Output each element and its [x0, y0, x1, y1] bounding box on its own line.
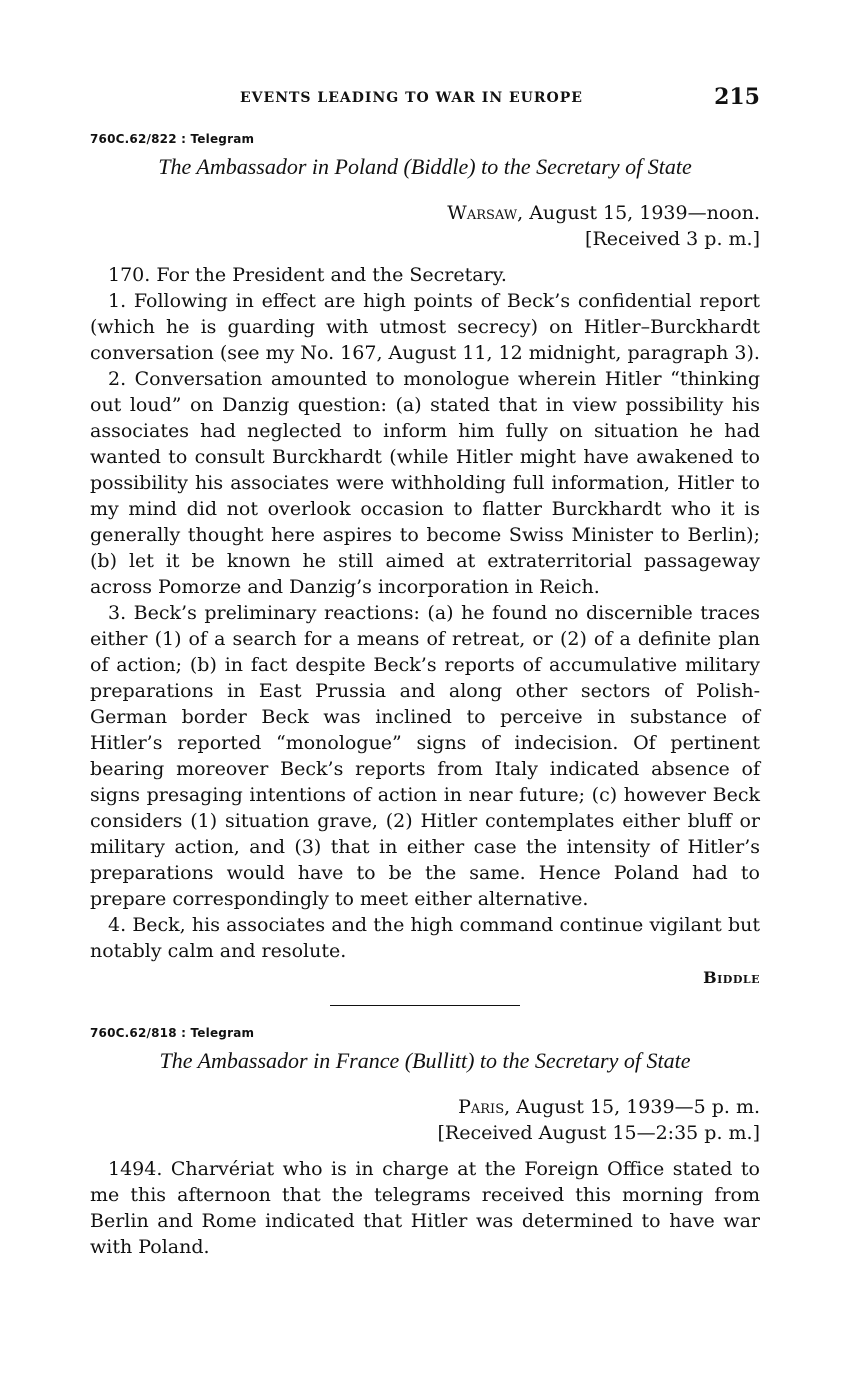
received-note: [Received 3 p. m.] [585, 228, 760, 250]
paragraph: 2. Conversation amounted to monologue wherein Hitler “thinking out loud” on Danzig question: (a) stated that in view possibility his associates had neglected to inform him fully on situation he had wanted to consult Burckhardt (while Hitler might have awakened to possibility his associates were withholding full information, Hitler to my mind did not overlook occasion to flatter Burckhardt who it is generally thought here aspires to become Swiss Minister to Berlin); (b) let it be known he still aimed at extraterritorial passageway across Pomorze and Danzig’s incorporation in Reich. [90, 368, 760, 598]
paragraph: 1. Following in effect are high points of Beck’s confidential report (which he is guarding with utmost secrecy) on Hitler–Burckhardt conversation (see my No. 167, August 11, 12 midnight, paragraph 3). [90, 290, 760, 364]
document-title: The Ambassador in Poland (Biddle) to the Secretary of State [158, 154, 692, 179]
file-reference: 760C.62/822 : Telegram [90, 132, 255, 146]
document-1 [90, 132, 760, 987]
paragraph: 1494. Charvériat who is in charge at the Foreign Office stated to me this afternoon that the telegrams received this morning from Berlin and Rome indicated that Hitler was determined to have war with Poland. [90, 1158, 760, 1258]
paragraph: 4. Beck, his associates and the high command continue vigilant but notably calm and resolute. [90, 914, 760, 962]
document-2 [90, 1026, 760, 1260]
dateline [90, 1094, 760, 1120]
running-head [90, 84, 760, 118]
paragraph: 3. Beck’s preliminary reactions: (a) he found no discernible traces either (1) of a search for a means of retreat, or (2) of a definite plan of action; (b) in fact despite Beck’s reports of accumulative military preparations in East Prussia and along other sectors of Polish-German border Beck was inclined to perceive in substance of Hitler’s reported “monologue” signs of indecision. Of pertinent bearing moreover Beck’s reports from Italy indicated absence of signs presaging intentions of action in near future; (c) however Beck considers (1) situation grave, (2) Hitler contemplates either bluff or military action, and (3) that in either case the intensity of Hitler’s preparations would have to be the same. Hence Poland had to prepare correspondingly to meet either alternative. [90, 602, 760, 910]
dateline [90, 200, 760, 226]
dateline-place: Warsaw, [447, 202, 524, 224]
document-title: The Ambassador in France (Bullitt) to the Secretary of State [159, 1048, 691, 1073]
page [90, 84, 760, 1260]
section-divider [330, 1005, 520, 1006]
running-title: EVENTS LEADING TO WAR IN EUROPE [240, 90, 583, 106]
received-note: [Received August 15—2:35 p. m.] [437, 1122, 760, 1144]
file-reference: 760C.62/818 : Telegram [90, 1026, 255, 1040]
page-number: 215 [714, 84, 760, 110]
dateline-date: August 15, 1939—noon. [523, 202, 760, 224]
signature: Biddle [703, 968, 760, 987]
dateline-date: August 15, 1939—5 p. m. [510, 1096, 760, 1118]
paragraph: 170. For the President and the Secretary. [108, 264, 507, 286]
dateline-place: Paris, [458, 1096, 511, 1118]
